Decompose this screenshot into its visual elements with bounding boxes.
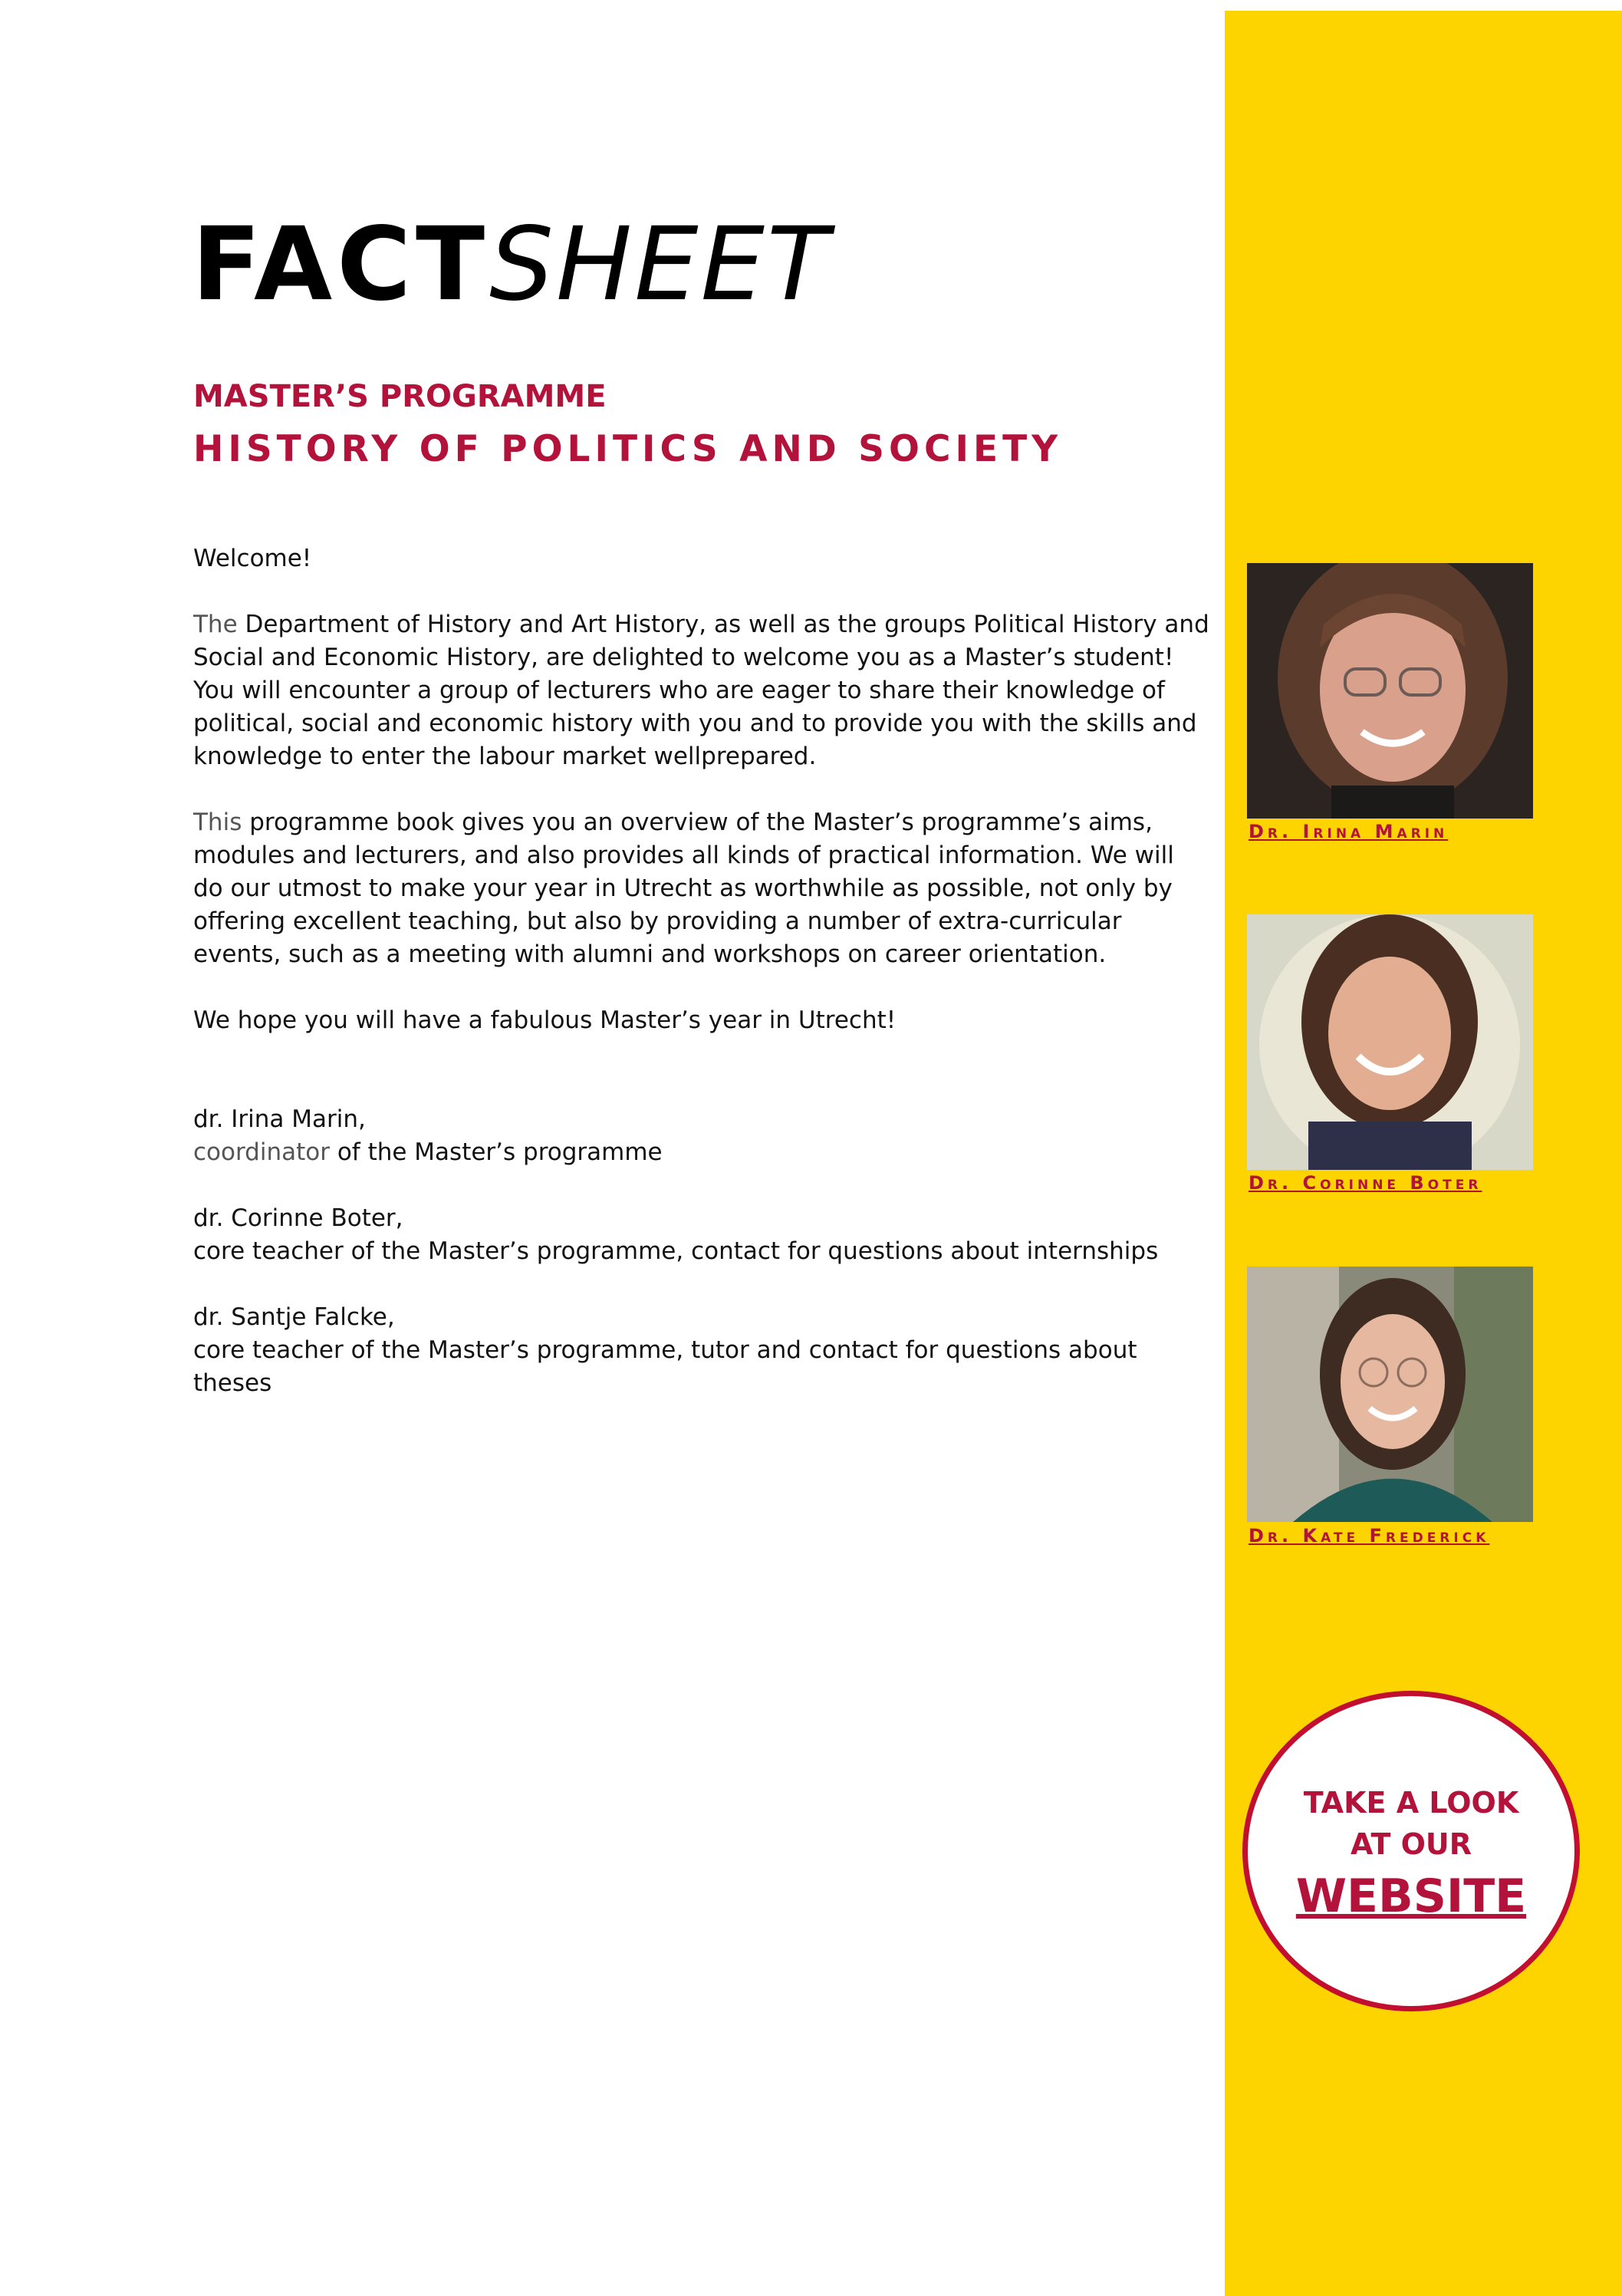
website-link[interactable]: WEBSITE xyxy=(1295,1869,1527,1923)
cta-line-1: TAKE A LOOK xyxy=(1303,1786,1519,1820)
page-title xyxy=(192,207,831,322)
signature-core-teacher: dr. Corinne Boter, core teacher of the Master’s programme, contact for questions about internships xyxy=(193,1204,1159,1265)
caption-person-1[interactable]: Dr. Irina Marin xyxy=(1249,821,1449,842)
overview-paragraph: This programme book gives you an overview of the Master’s programme’s aims, modules and lecturers, and also provides all kinds of practical information. We will do our utmost to make your year in Utrecht as worthwhile as possible, not only by offering excellent teaching, but also by providing a number of extra-curricular events, such as a meeting with alumni and workshops on career orientation. xyxy=(193,809,1174,968)
programme-label: MASTER’S PROGRAMME xyxy=(193,379,607,414)
portrait-photo-3 xyxy=(1247,1267,1533,1522)
caption-person-3[interactable]: Dr. Kate Frederick xyxy=(1249,1525,1490,1547)
welcome-text xyxy=(193,542,1209,1433)
signature-coordinator: dr. Irina Marin, coordinator of the Master’s programme xyxy=(193,1105,663,1166)
website-cta-circle[interactable] xyxy=(1242,1691,1580,2011)
title-bold: FACT xyxy=(192,206,490,324)
title-light: SHEET xyxy=(489,206,831,324)
portrait-photo-2 xyxy=(1247,914,1533,1170)
greeting: Welcome! xyxy=(193,545,312,572)
portrait-photo-1 xyxy=(1247,563,1533,819)
caption-person-2[interactable]: Dr. Corinne Boter xyxy=(1249,1172,1482,1194)
signature-tutor: dr. Santje Falcke, core teacher of the Master’s programme, tutor and contact for questions about theses xyxy=(193,1303,1137,1397)
programme-name: HISTORY OF POLITICS AND SOCIETY xyxy=(193,428,1063,470)
intro-paragraph: The Department of History and Art History, as well as the groups Political History and Social and Economic History, are delighted to welcome you as a Master’s student! You will encounter a group of lecturers who are eager to share their knowledge of political, social and economic history with you and to provide you with the skills and knowledge to enter the labour market wellprepared. xyxy=(193,611,1209,770)
closing-line: We hope you will have a fabulous Master’s year in Utrecht! xyxy=(193,1006,897,1034)
cta-line-2: AT OUR xyxy=(1350,1827,1472,1861)
